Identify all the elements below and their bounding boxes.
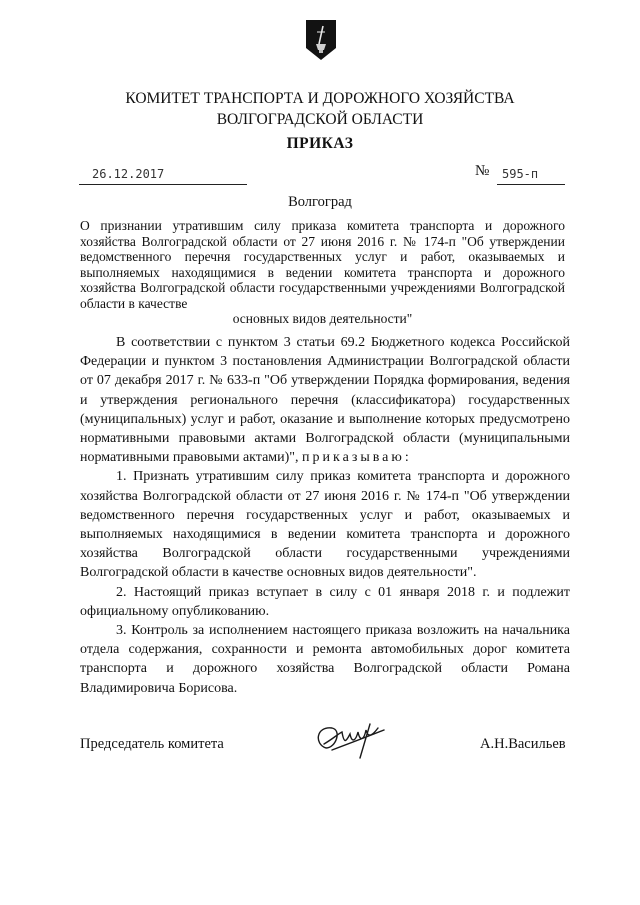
coat-of-arms-emblem	[306, 20, 336, 60]
date-value: 26.12.2017	[92, 167, 165, 181]
number-value: 595-п	[502, 167, 539, 181]
document-subject	[80, 218, 565, 327]
signatory-name: А.Н.Васильев	[480, 736, 566, 752]
preamble-paragraph	[80, 333, 570, 467]
signatory-role: Председатель комитета	[80, 736, 224, 752]
city-name: Волгоград	[288, 194, 352, 210]
date-field	[79, 167, 247, 185]
sword-statue-icon	[306, 20, 336, 60]
organization-name-line1: КОМИТЕТ ТРАНСПОРТА И ДОРОЖНОГО ХОЗЯЙСТВА	[125, 90, 515, 107]
document-type-title: ПРИКАЗ	[286, 135, 354, 152]
order-item-3: 3. Контроль за исполнением настоящего приказа возложить на начальника отдела содержания, сохранности и ремонта автомобильных дорог комитета транспорта и дорожного хозяйства Волгоградской области Романа Владимировича Борисова.	[80, 623, 570, 696]
number-sign: №	[475, 163, 490, 179]
document-body	[80, 333, 570, 698]
order-word: приказываю:	[302, 450, 412, 466]
organization-name-line2: ВОЛГОГРАДСКОЙ ОБЛАСТИ	[216, 111, 424, 128]
subject-text-end: основных видов деятельности"	[232, 311, 413, 326]
order-item-2: 2. Настоящий приказ вступает в силу с 01 января 2018 г. и подлежит официальному опубликованию.	[80, 584, 570, 619]
preamble-text: В соответствии с пунктом 3 статьи 69.2 Бюджетного кодекса Российской Федерации и пунктом 3 постановления Администрации Волгоградской области от 07 декабря 2017 г. № 633-п "Об утверждении Порядка формирования, ведения и утверждения регионального перечня (классификатора) государственных (муниципальных) услуг и работ, оказание и выполнение которых предусмотрено нормативными правовыми актами Волгоградской области (муниципальными нормативными правовыми актами)",	[80, 335, 570, 466]
subject-text: О признании утратившим силу приказа комитета транспорта и дорожного хозяйства Волгоградской области от 27 июня 2016 г. № 174-п "Об утверждении ведомственного перечня государственных услуг и работ, оказываемых и выполняемых находящимися в ведении комитета транспорта и дорожного хозяйства Волгоградской области государственными учреждениями Волгоградской области в качестве	[80, 218, 565, 311]
handwritten-signature	[312, 718, 392, 762]
order-item-1: 1. Признать утратившим силу приказ комитета транспорта и дорожного хозяйства Волгоградской области от 27 июня 2016 г. № 174-п "Об утверждении ведомственного перечня государственных услуг и работ, оказываемых и выполняемых находящимися в ведении комитета транспорта и дорожного хозяйства Волгоградской области государственными учреждениями Волгоградской области в качестве основных видов деятельности".	[80, 469, 570, 581]
number-field	[497, 167, 565, 185]
